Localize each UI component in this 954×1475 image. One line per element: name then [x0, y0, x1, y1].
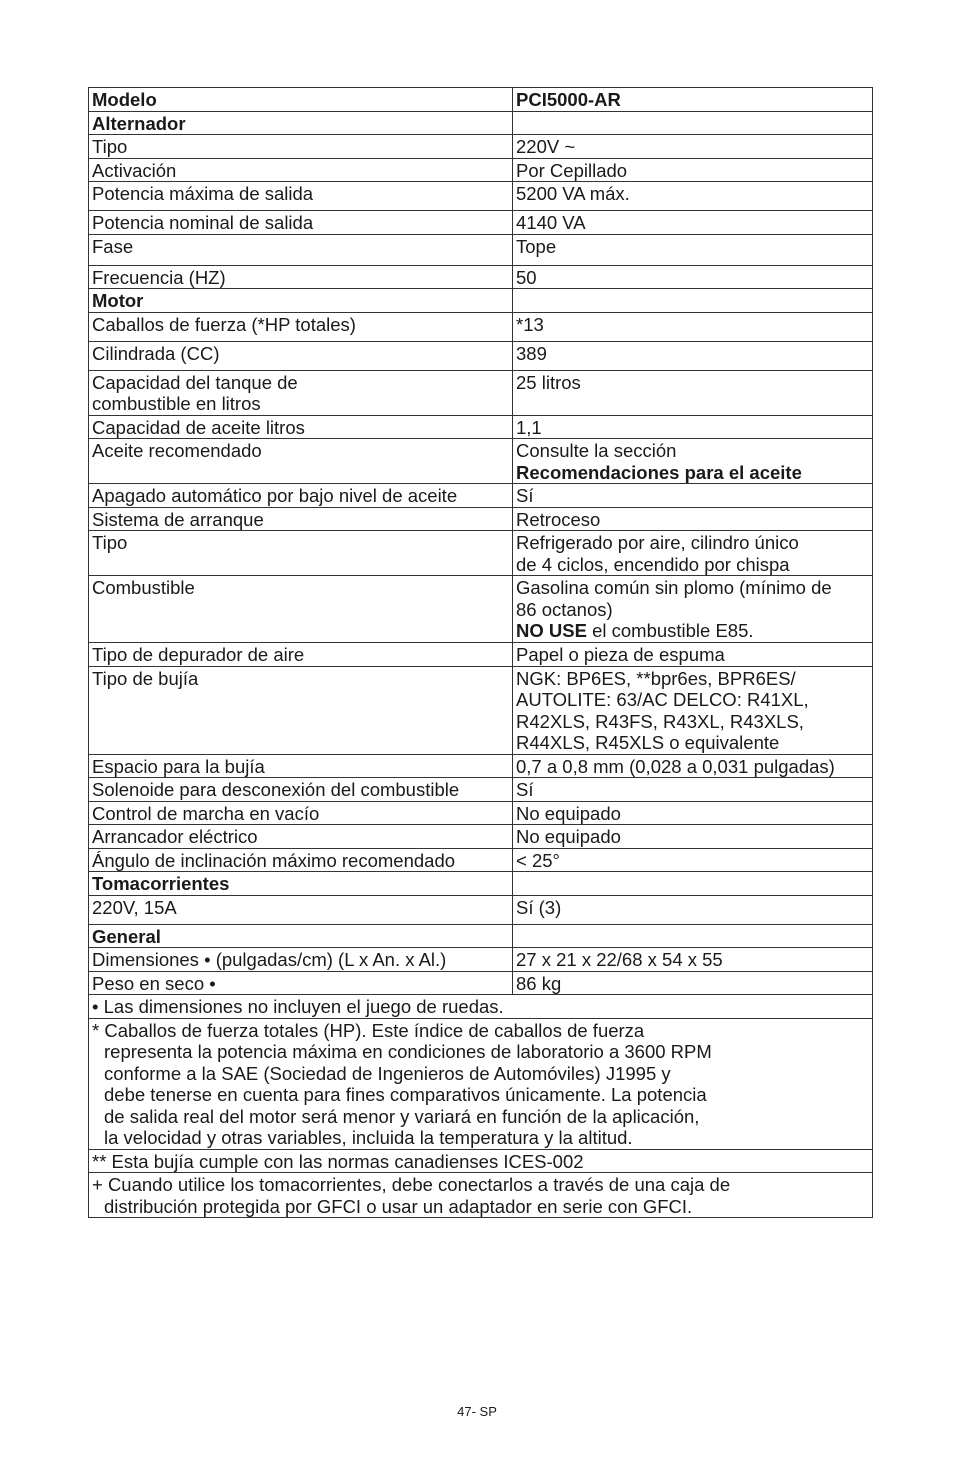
spec-label: Combustible	[89, 576, 513, 643]
footnote-line: representa la potencia máxima en condiciones de laboratorio a 3600 RPM	[104, 1041, 712, 1062]
section-header-row	[89, 88, 873, 112]
spec-label: Modelo	[89, 88, 513, 112]
footnote-line: + Cuando utilice los tomacorrientes, debe conectarlos a través de una caja de	[92, 1174, 731, 1195]
spec-value: No equipado	[513, 801, 873, 825]
spec-label: Cilindrada (CC)	[89, 341, 513, 370]
spec-label: Fase	[89, 234, 513, 265]
spec-value-line: R44XLS, R45XLS o equivalente	[516, 732, 780, 753]
spec-row	[89, 848, 873, 872]
spec-label: Tipo	[89, 135, 513, 159]
spec-value-line: Gasolina común sin plomo (mínimo de	[516, 577, 832, 598]
spec-value: Retroceso	[513, 507, 873, 531]
spec-row	[89, 415, 873, 439]
spec-value: Sí	[513, 484, 873, 508]
spec-label: Potencia máxima de salida	[89, 182, 513, 211]
spec-value-line: Recomendaciones para el aceite	[516, 461, 802, 483]
footnote-line: conforme a la SAE (Sociedad de Ingenieros de Automóviles) J1995 y	[104, 1062, 671, 1084]
spec-value: 27 x 21 x 22/68 x 54 x 55	[513, 948, 873, 972]
spec-row	[89, 507, 873, 531]
spec-label: Aceite recomendado	[89, 439, 513, 484]
spec-label: Tomacorrientes	[89, 872, 513, 896]
spec-value-line	[516, 620, 869, 642]
spec-row	[89, 484, 873, 508]
specifications-table-body	[89, 88, 873, 1218]
spec-row	[89, 265, 873, 289]
spec-row	[89, 135, 873, 159]
spec-label: 220V, 15A	[89, 895, 513, 924]
spec-value	[513, 666, 873, 754]
spec-value: Por Cepillado	[513, 158, 873, 182]
spec-value: 5200 VA máx.	[513, 182, 873, 211]
spec-label: Tipo	[89, 531, 513, 576]
spec-row	[89, 370, 873, 415]
section-header-row	[89, 289, 873, 313]
spec-row	[89, 948, 873, 972]
spec-value	[513, 872, 873, 896]
spec-value	[513, 439, 873, 484]
spec-label: Control de marcha en vacío	[89, 801, 513, 825]
spec-label: Tipo de bujía	[89, 666, 513, 754]
spec-value-line: 86 octanos)	[516, 598, 613, 620]
spec-value-line: AUTOLITE: 63/AC DELCO: R41XL,	[516, 689, 809, 710]
spec-value: PCI5000-AR	[513, 88, 873, 112]
spec-value: < 25°	[513, 848, 873, 872]
footnote	[89, 1173, 873, 1218]
spec-label: Motor	[89, 289, 513, 313]
footnote-line: ** Esta bujía cumple con las normas canadienses ICES-002	[92, 1150, 584, 1172]
spec-label-line: combustible en litros	[92, 393, 261, 414]
section-header-row	[89, 872, 873, 896]
spec-value: 4140 VA	[513, 211, 873, 235]
spec-row	[89, 439, 873, 484]
spec-value: Tope	[513, 234, 873, 265]
spec-row	[89, 341, 873, 370]
spec-value	[513, 924, 873, 948]
specifications-table	[88, 87, 873, 1218]
footnote-line: distribución protegida por GFCI o usar un adaptador en serie con GFCI.	[104, 1195, 693, 1217]
spec-value: No equipado	[513, 825, 873, 849]
footnote-line: debe tenerse en cuenta para fines comparativos únicamente. La potencia	[104, 1084, 707, 1105]
spec-row	[89, 666, 873, 754]
spec-row	[89, 754, 873, 778]
spec-label: Tipo de depurador de aire	[89, 643, 513, 667]
spec-value	[513, 111, 873, 135]
spec-label: Peso en seco •	[89, 971, 513, 995]
footnote-row	[89, 1173, 873, 1218]
section-header-row	[89, 924, 873, 948]
spec-row	[89, 778, 873, 802]
spec-value: 1,1	[513, 415, 873, 439]
spec-label: Apagado automático por bajo nivel de aceite	[89, 484, 513, 508]
spec-value-line: NGK: BP6ES, **bpr6es, BPR6ES/	[516, 667, 796, 689]
spec-label: General	[89, 924, 513, 948]
footnote-row	[89, 995, 873, 1019]
spec-label: Espacio para la bujía	[89, 754, 513, 778]
spec-label-line: Capacidad del tanque de	[92, 371, 298, 393]
spec-label: Alternador	[89, 111, 513, 135]
spec-label: Capacidad de aceite litros	[89, 415, 513, 439]
spec-value	[513, 531, 873, 576]
footnote	[89, 995, 873, 1019]
spec-value: *13	[513, 312, 873, 341]
spec-value: 389	[513, 341, 873, 370]
spec-row	[89, 971, 873, 995]
spec-value: 220V ~	[513, 135, 873, 159]
spec-label: Activación	[89, 158, 513, 182]
spec-row	[89, 182, 873, 211]
spec-label: Frecuencia (HZ)	[89, 265, 513, 289]
spec-value: 86 kg	[513, 971, 873, 995]
footnote-line: de salida real del motor será menor y variará en función de la aplicación,	[104, 1105, 700, 1127]
spec-value-line: R42XLS, R43FS, R43XL, R43XLS,	[516, 710, 804, 732]
emphasis-text: NO USE	[516, 620, 587, 641]
spec-label: Arrancador eléctrico	[89, 825, 513, 849]
spec-row	[89, 825, 873, 849]
spec-label: Potencia nominal de salida	[89, 211, 513, 235]
footnote-row	[89, 1149, 873, 1173]
spec-row	[89, 643, 873, 667]
spec-label: Sistema de arranque	[89, 507, 513, 531]
footnote-line: • Las dimensiones no incluyen el juego de ruedas.	[92, 996, 504, 1017]
spec-label	[89, 370, 513, 415]
spec-row	[89, 531, 873, 576]
spec-row	[89, 576, 873, 643]
spec-value: 0,7 a 0,8 mm (0,028 a 0,031 pulgadas)	[513, 754, 873, 778]
footnote	[89, 1018, 873, 1149]
spec-label: Caballos de fuerza (*HP totales)	[89, 312, 513, 341]
spec-row	[89, 312, 873, 341]
spec-value: Sí (3)	[513, 895, 873, 924]
spec-value: 50	[513, 265, 873, 289]
spec-value-line: Consulte la sección	[516, 440, 677, 461]
spec-label: Solenoide para desconexión del combustible	[89, 778, 513, 802]
spec-row	[89, 801, 873, 825]
footnote-line: la velocidad y otras variables, incluida la temperatura y la altitud.	[104, 1127, 633, 1148]
footnote	[89, 1149, 873, 1173]
spec-label: Dimensiones • (pulgadas/cm) (L x An. x Al.)	[89, 948, 513, 972]
spec-row	[89, 234, 873, 265]
footnote-row	[89, 1018, 873, 1149]
spec-value	[513, 576, 873, 643]
spec-value-line: Refrigerado por aire, cilindro único	[516, 532, 799, 553]
spec-value: Papel o pieza de espuma	[513, 643, 873, 667]
spec-label: Ángulo de inclinación máximo recomendado	[89, 848, 513, 872]
footnote-line: * Caballos de fuerza totales (HP). Este índice de caballos de fuerza	[92, 1019, 645, 1041]
spec-value: 25 litros	[513, 370, 873, 415]
spec-value-line: de 4 ciclos, encendido por chispa	[516, 553, 790, 575]
page-number: 47- SP	[457, 1404, 497, 1419]
spec-value-text: el combustible E85.	[586, 620, 754, 641]
spec-row	[89, 158, 873, 182]
spec-row	[89, 211, 873, 235]
section-header-row	[89, 111, 873, 135]
spec-value	[513, 289, 873, 313]
spec-value: Sí	[513, 778, 873, 802]
spec-row	[89, 895, 873, 924]
